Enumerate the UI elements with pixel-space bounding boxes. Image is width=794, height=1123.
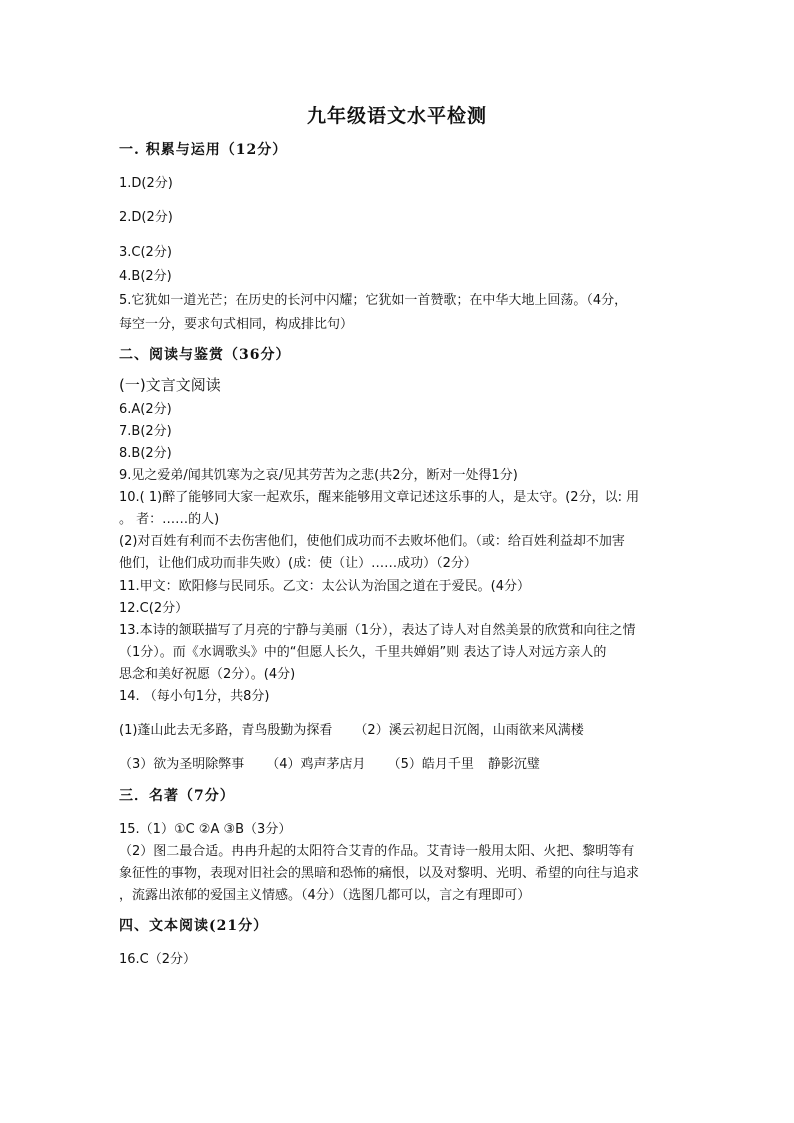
answer-14: 14. （每小句1分，共8分) — [119, 689, 270, 704]
answer-16: 16.C（2分） — [119, 952, 197, 967]
section-heading-1: 一. 积累与运用（12分） — [119, 142, 288, 158]
answer-14-item-4: （4）鸡声茅店月 — [266, 757, 366, 772]
answer-10-line-4: 他们，让他们成功而非失败）(成：使（让）……成功）（2分） — [119, 556, 477, 571]
answer-5-line-2: 每空一分，要求句式相同，构成排比句） — [119, 317, 354, 332]
answer-14-item-5b: 静影沉璧 — [487, 757, 540, 772]
answer-2: 2.D(2分) — [119, 210, 173, 225]
answer-14-row-1 — [119, 723, 584, 739]
answer-14-row-2 — [119, 757, 540, 773]
answer-14-item-5: （5）皓月千里 — [387, 757, 474, 772]
answer-9: 9.见之爱弟/闻其饥寒为之哀/见其劳苦为之悲(共2分，断对一处得1分) — [119, 468, 518, 483]
answer-12: 12.C(2分） — [119, 601, 189, 616]
answer-10-line-2: 。 者：……的人) — [119, 512, 220, 527]
answer-11: 11.甲文：欧阳修与民同乐。乙文：太公认为治国之道在于爱民。(4分） — [119, 579, 531, 594]
answer-10-line-3: (2)对百姓有利而不去伤害他们，使他们成功而不去败坏他们。（或：给百姓利益却不加害 — [119, 534, 625, 549]
answer-6: 6.A(2分) — [119, 402, 172, 417]
answer-15-line-1: 15.（1）①C ②A ③B（3分） — [119, 822, 292, 837]
answer-14-item-2: （2）溪云初起日沉阁，山雨欲来风满楼 — [354, 723, 584, 738]
page-title: 九年级语文水平检测 — [306, 105, 487, 127]
section-heading-3: 三．名著（7分） — [119, 788, 235, 804]
answer-14-item-1: (1)蓬山此去无多路，青鸟殷勤为探看 — [119, 723, 333, 738]
answer-7: 7.B(2分) — [119, 424, 172, 439]
answer-8: 8.B(2分) — [119, 446, 172, 461]
answer-15-line-2: （2）图二最合适。冉冉升起的太阳符合艾青的作品。艾青诗一般用太阳、火把、黎明等有 — [119, 844, 635, 859]
subsection-heading: (一)文言文阅读 — [119, 376, 221, 394]
answer-14-item-3: （3）欲为圣明除弊事 — [119, 757, 245, 772]
answer-1: 1.D(2分) — [119, 176, 173, 191]
section-heading-2: 二、阅读与鉴赏（36分） — [119, 347, 291, 363]
answer-4: 4.B(2分) — [119, 269, 172, 284]
answer-13-line-2: （1分）。而《水调歌头》中的“但愿人长久，千里共婵娟”则 表达了诗人对远方亲人的 — [119, 645, 607, 660]
answer-5-line-1: 5.它犹如一道光芒；在历史的长河中闪耀；它犹如一首赞歌；在中华大地上回荡。（4分， — [119, 293, 628, 308]
answer-15-line-3: 象征性的事物，表现对旧社会的黑暗和恐怖的痛恨，以及对黎明、光明、希望的向往与追求 — [119, 866, 640, 881]
section-heading-4: 四、文本阅读(21分） — [119, 918, 269, 934]
answer-15-line-4: ，流露出浓郁的爱国主义情感。（4分）（选图几都可以，言之有理即可） — [119, 888, 531, 903]
answer-3: 3.C(2分) — [119, 245, 172, 260]
answer-10-line-1: 10.( 1)醉了能够同大家一起欢乐，醒来能够用文章记述这乐事的人，是太守。(2分，以: 用 — [119, 490, 640, 505]
answer-13-line-1: 13.本诗的颔联描写了月亮的宁静与美丽（1分），表达了诗人对自然美景的欣赏和向往之情 — [119, 623, 636, 638]
answer-13-line-3: 思念和美好祝愿（2分）。(4分) — [119, 667, 296, 682]
